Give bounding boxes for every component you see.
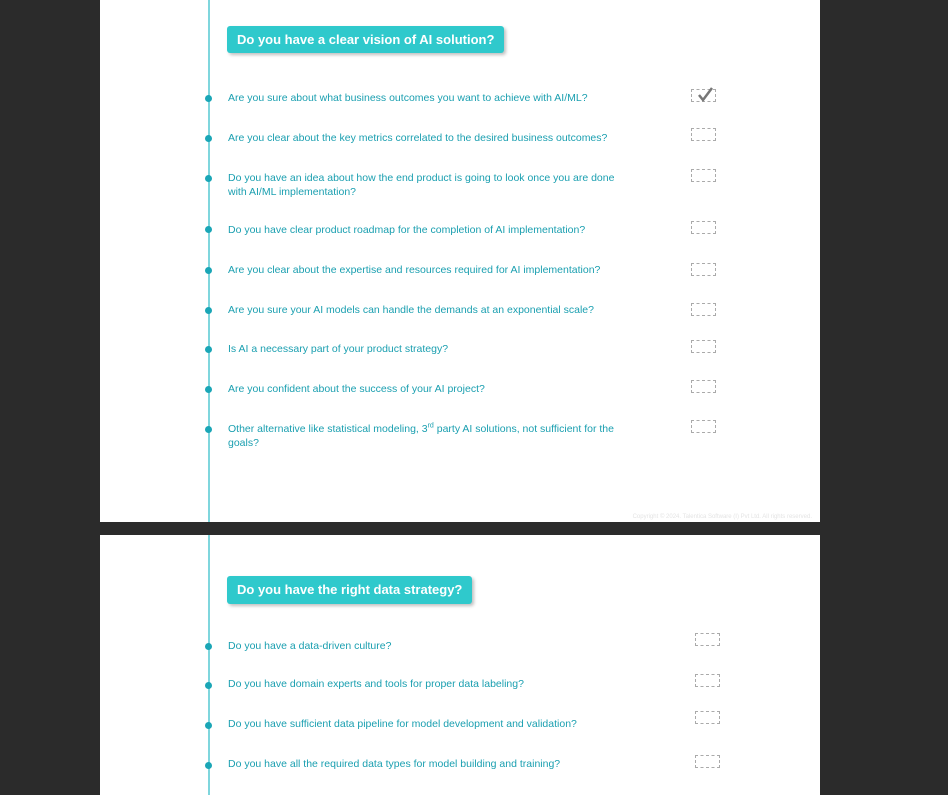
checkbox[interactable] <box>691 221 716 234</box>
document-page-2 <box>100 535 820 795</box>
checkbox[interactable] <box>691 380 716 393</box>
ordinal-superscript: rd <box>427 422 434 430</box>
question-text: Do you have all the required data types for model building and training? <box>228 758 561 770</box>
copyright-footer: Copyright © 2024. Talentica Software (I) Pvt Ltd. All rights reserved. <box>632 514 812 520</box>
question-text: Are you clear about the expertise and resources required for AI implementation? <box>228 264 601 276</box>
question-text: Do you have a data-driven culture? <box>228 640 392 652</box>
question-text: Do you have sufficient data pipeline for model development and validation? <box>228 718 577 730</box>
checkbox[interactable] <box>691 420 716 433</box>
document-page-1 <box>100 0 820 522</box>
checkbox-checked[interactable] <box>691 89 716 102</box>
checkmark-icon <box>697 87 713 103</box>
bullet-dot <box>205 682 212 689</box>
question-text: Is AI a necessary part of your product strategy? <box>228 343 449 355</box>
bullet-dot <box>205 226 212 233</box>
checkbox[interactable] <box>691 263 716 276</box>
question-text-part: Other alternative like statistical modeling, 3 <box>228 423 428 435</box>
question-text-part: party AI solutions, not sufficient for the goals? <box>228 423 614 449</box>
bullet-dot <box>205 95 212 102</box>
checkbox[interactable] <box>695 711 720 724</box>
timeline-line <box>208 0 210 522</box>
bullet-dot <box>205 426 212 433</box>
section-header-data-strategy: Do you have the right data strategy? <box>227 576 472 604</box>
question-text: Do you have domain experts and tools for proper data labeling? <box>228 678 524 690</box>
bullet-dot <box>205 175 212 182</box>
timeline-line <box>208 535 210 795</box>
checkbox[interactable] <box>695 755 720 768</box>
bullet-dot <box>205 135 212 142</box>
bullet-dot <box>205 722 212 729</box>
checkbox[interactable] <box>691 128 716 141</box>
question-text: Are you sure your AI models can handle the demands at an exponential scale? <box>228 304 594 316</box>
checkbox[interactable] <box>691 303 716 316</box>
bullet-dot <box>205 762 212 769</box>
checkbox[interactable] <box>695 674 720 687</box>
question-text: Do you have clear product roadmap for the completion of AI implementation? <box>228 224 586 236</box>
checkbox[interactable] <box>691 169 716 182</box>
bullet-dot <box>205 307 212 314</box>
bullet-dot <box>205 267 212 274</box>
checkbox[interactable] <box>691 340 716 353</box>
bullet-dot <box>205 346 212 353</box>
checkbox[interactable] <box>695 633 720 646</box>
bullet-dot <box>205 386 212 393</box>
bullet-dot <box>205 643 212 650</box>
section-header-ai-vision: Do you have a clear vision of AI solution? <box>227 26 504 53</box>
question-text <box>228 422 628 450</box>
question-text: Are you confident about the success of your AI project? <box>228 383 485 395</box>
question-text: Are you clear about the key metrics correlated to the desired business outcomes? <box>228 132 608 144</box>
question-text: Do you have an idea about how the end product is going to look once you are done with AI/ML implementation? <box>228 172 615 198</box>
question-text: Are you sure about what business outcomes you want to achieve with AI/ML? <box>228 92 588 104</box>
